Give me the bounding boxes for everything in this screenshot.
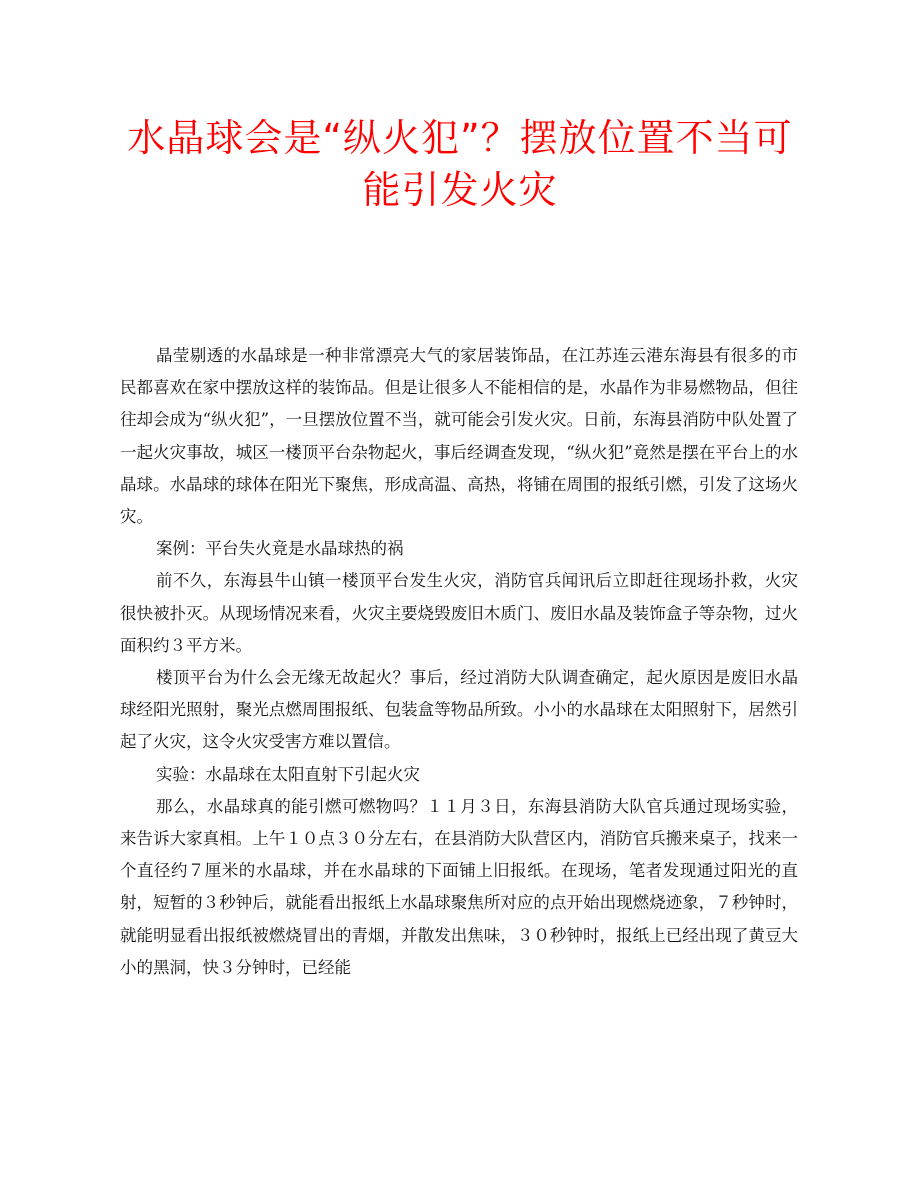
paragraph-case: 前不久，东海县牛山镇一楼顶平台发生火灾，消防官兵闻讯后立即赶往现场扑救，火灾很快被扑灭。从现场情况来看，火灾主要烧毁废旧木质门、废旧水晶及装饰盒子等杂物，过火面积约３平方米。	[120, 571, 798, 655]
paragraph-cause: 楼顶平台为什么会无缘无故起火？事后，经过消防大队调查确定，起火原因是废旧水晶球经阳光照射，聚光点燃周围报纸、包装盒等物品所致。小小的水晶球在太阳照射下，居然引起了火灾，这令火灾受害方难以置信。	[120, 668, 798, 752]
section-heading-experiment: 实验：水晶球在太阳直射下引起火灾	[156, 764, 420, 784]
section-heading-case: 案例：平台失火竟是水晶球热的祸	[156, 539, 404, 559]
paragraph-intro: 晶莹剔透的水晶球是一种非常漂亮大气的家居装饰品，在江苏连云港东海县有很多的市民都喜欢在家中摆放这样的装饰品。但是让很多人不能相信的是，水晶作为非易燃物品，但往往却会成为“纵火犯”，一旦摆放位置不当，就可能会引发火灾。日前，东海县消防中队处置了一起火灾事故，城区一楼顶平台杂物起火，事后经调查发现，“纵火犯”竟然是摆在平台上的水晶球。水晶球的球体在阳光下聚焦，形成高温、高热，将铺在周围的报纸引燃，引发了这场火灾。	[120, 346, 798, 527]
document-title: 水晶球会是“纵火犯”？摆放位置不当可能引发火灾	[127, 116, 793, 212]
paragraph-experiment: 那么，水晶球真的能引燃可燃物吗？１１月３日，东海县消防大队官兵通过现场实验，来告诉大家真相。上午１０点３０分左右，在县消防大队营区内，消防官兵搬来桌子，找来一个直径约７厘米的水晶球，并在水晶球的下面铺上旧报纸。在现场，笔者发现通过阳光的直射，短暂的３秒钟后，就能看出报纸上水晶球聚焦所对应的点开始出现燃烧迹象，７秒钟时，就能明显看出报纸被燃烧冒出的青烟，并散发出焦味，３０秒钟时，报纸上已经出现了黄豆大小的黑洞，快３分钟时，已经能	[120, 796, 798, 977]
document-body	[120, 340, 798, 984]
